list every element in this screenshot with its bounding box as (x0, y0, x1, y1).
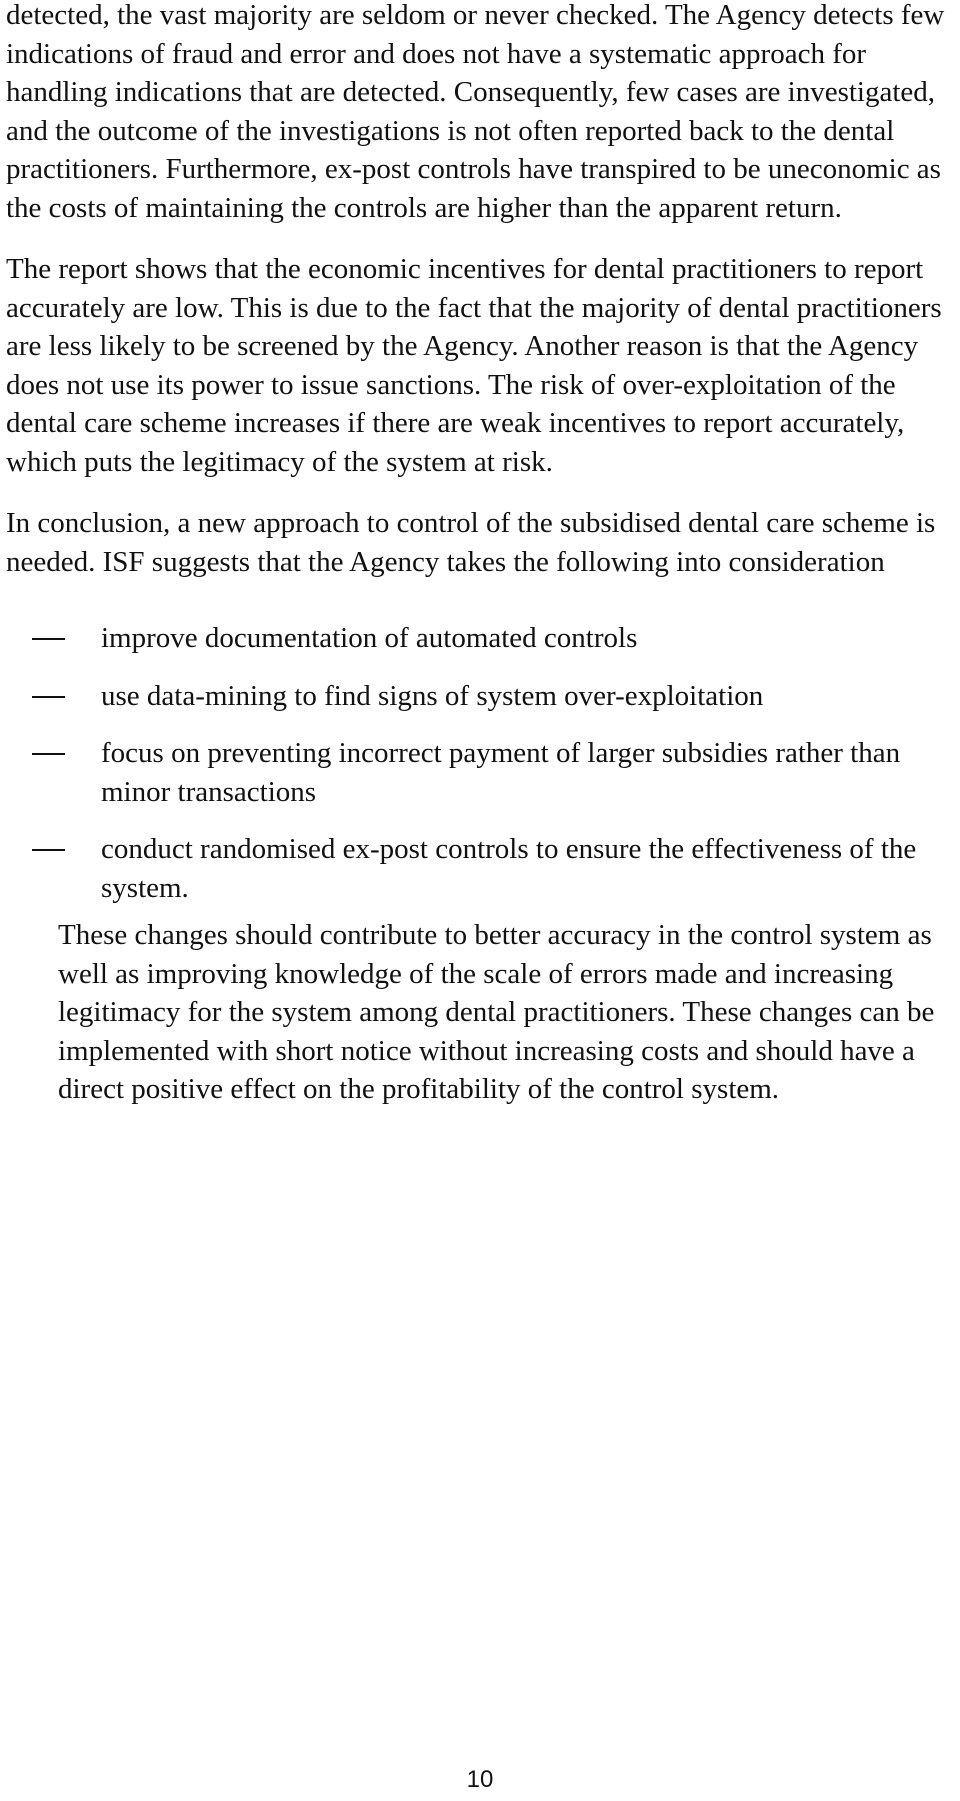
paragraph-conclusion-intro: In conclusion, a new approach to control of the subsidised dental care scheme is needed. ISF suggests that the Agency takes the following into consideration (6, 507, 936, 578)
page-number: 10 (466, 1766, 494, 1793)
list-item-text: use data-mining to find signs of system over-exploitation (101, 679, 764, 712)
list-item (6, 830, 956, 907)
paragraph-incentives: The report shows that the economic incentives for dental practitioners to report accurately are low. This is due to the fact that the majority of dental practitioners are less likely to be screened by the Agency. Another reason is that the Agency does not use its power to issue sanctions. The risk of over-exploitation of the dental care scheme increases if there are weak incentives to report accurately, which puts the legitimacy of the system at risk. (6, 253, 942, 478)
list-item-text: improve documentation of automated controls (101, 622, 638, 654)
dash-bullet-icon (32, 638, 65, 640)
paragraph-findings: detected, the vast majority are seldom or never checked. The Agency detects few indications of fraud and error and does not have a systematic approach for handling indications that are detected. Consequently, few cases are investigated, and the outcome of the investigations is not often reported back to the dental practitioners. Furthermore, ex-post controls have transpired to be uneconomic as the costs of maintaining the controls are higher than the apparent return. (6, 0, 945, 224)
list-item-text: focus on preventing incorrect payment of larger subsidies rather than minor transactions (101, 737, 901, 808)
dash-bullet-icon (32, 849, 65, 851)
dash-bullet-icon (32, 753, 65, 755)
paragraph-closing: These changes should contribute to better accuracy in the control system as well as improving knowledge of the scale of errors made and increasing legitimacy for the system among dental practitioners. These changes can be implemented with short notice without increasing costs and should have a direct positive effect on the profitability of the control system. (58, 919, 935, 1105)
recommendation-list (6, 619, 956, 907)
list-item (6, 734, 956, 811)
list-item-text: conduct randomised ex-post controls to ensure the effectiveness of the system. (101, 833, 917, 904)
list-item (6, 619, 956, 658)
dash-bullet-icon (32, 696, 65, 698)
document-page (6, 0, 956, 1109)
list-item (6, 677, 956, 716)
